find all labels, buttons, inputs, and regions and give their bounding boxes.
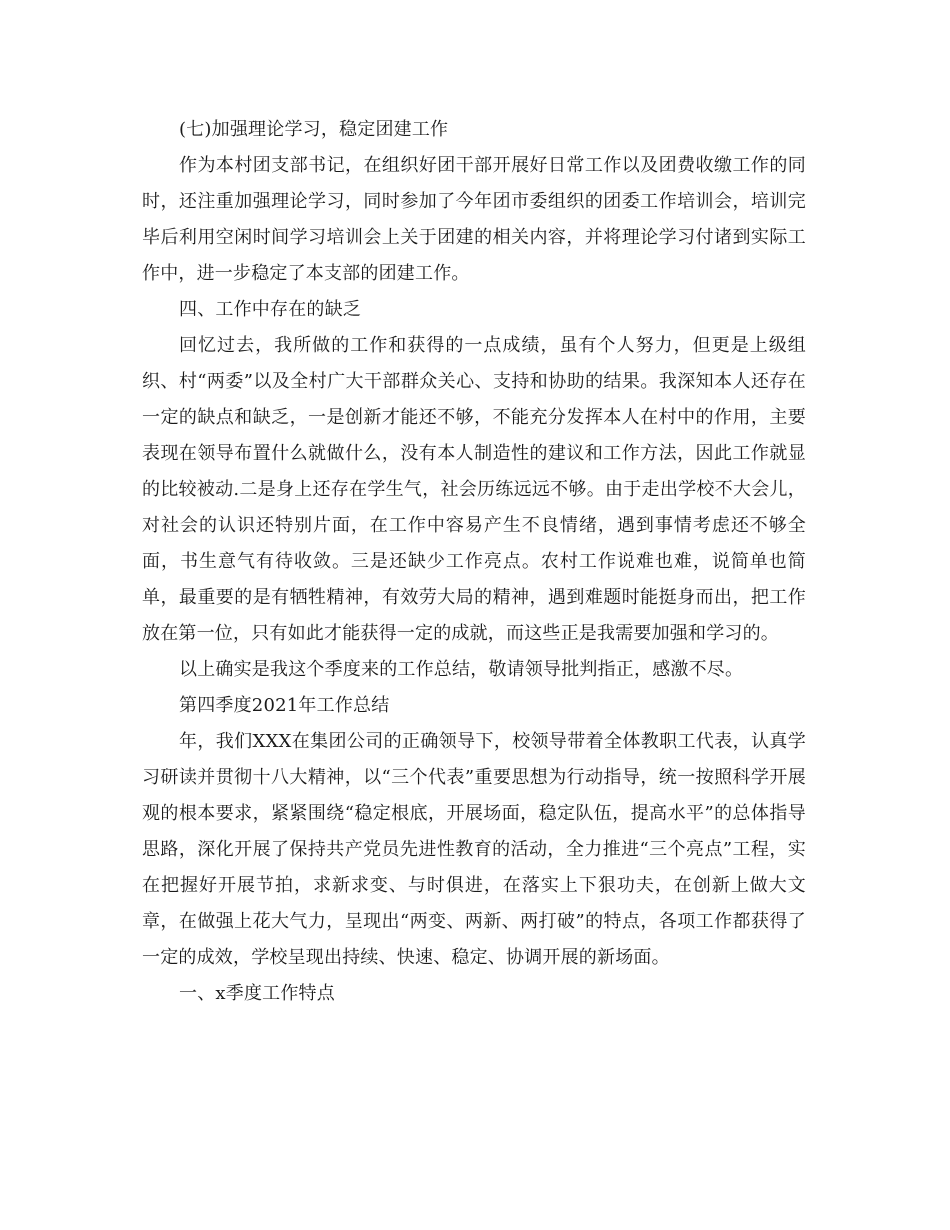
section-heading-q4-summary: 第四季度2021年工作总结 <box>179 695 390 716</box>
section-heading-shortcomings: 四、工作中存在的缺乏 <box>179 299 361 320</box>
document-body <box>142 112 806 1012</box>
paragraph-q4-intro: 年，我们XXX在集团公司的正确领导下，校领导带着全体教职工代表，认真学习研读并贯彻十八大精神，以“三个代表”重要思想为行动指导，统一按照科学开展观的根本要求，紧紧围绕“稳定根底，开展场面，稳定队伍，提高水平”的总体指导思路，深化开展了保持共产党员先进性教育的活动，全力推进“三个亮点”工程，实在把握好开展节拍，求新求变、与时俱进，在落实上下狠功夫，在创新上做大文章，在做强上花大气力，呈现出“两变、两新、两打破”的特点，各项工作都获得了一定的成效，学校呈现出持续、快速、稳定、协调开展的新场面。 <box>142 731 806 968</box>
section-heading-quarter-features: 一、x季度工作特点 <box>179 983 335 1004</box>
section-heading-strengthen-theory: (七)加强理论学习，稳定团建工作 <box>179 119 449 140</box>
paragraph-shortcomings: 回忆过去，我所做的工作和获得的一点成绩，虽有个人努力，但更是上级组织、村“两委”以及全村广大干部群众关心、支持和协助的结果。我深知本人还存在一定的缺点和缺乏，一是创新才能还不够，不能充分发挥本人在村中的作用，主要表现在领导布置什么就做什么，没有本人制造性的建议和工作方法，因此工作就显的比较被动.二是身上还存在学生气，社会历练远远不够。由于走出学校不大会儿，对社会的认识还特别片面，在工作中容易产生不良情绪，遇到事情考虑还不够全面，书生意气有待收敛。三是还缺少工作亮点。农村工作说难也难，说简单也简单，最重要的是有牺牲精神，有效劳大局的精神，遇到难题时能挺身而出，把工作放在第一位，只有如此才能获得一定的成就，而这些正是我需要加强和学习的。 <box>142 335 806 644</box>
paragraph-theory-study: 作为本村团支部书记，在组织好团干部开展好日常工作以及团费收缴工作的同时，还注重加强理论学习，同时参加了今年团市委组织的团委工作培训会，培训完毕后利用空闲时间学习培训会上关于团建的相关内容，并将理论学习付诸到实际工作中，进一步稳定了本支部的团建工作。 <box>142 155 806 284</box>
paragraph-closing: 以上确实是我这个季度来的工作总结，敬请领导批判指正，感激不尽。 <box>179 659 744 680</box>
